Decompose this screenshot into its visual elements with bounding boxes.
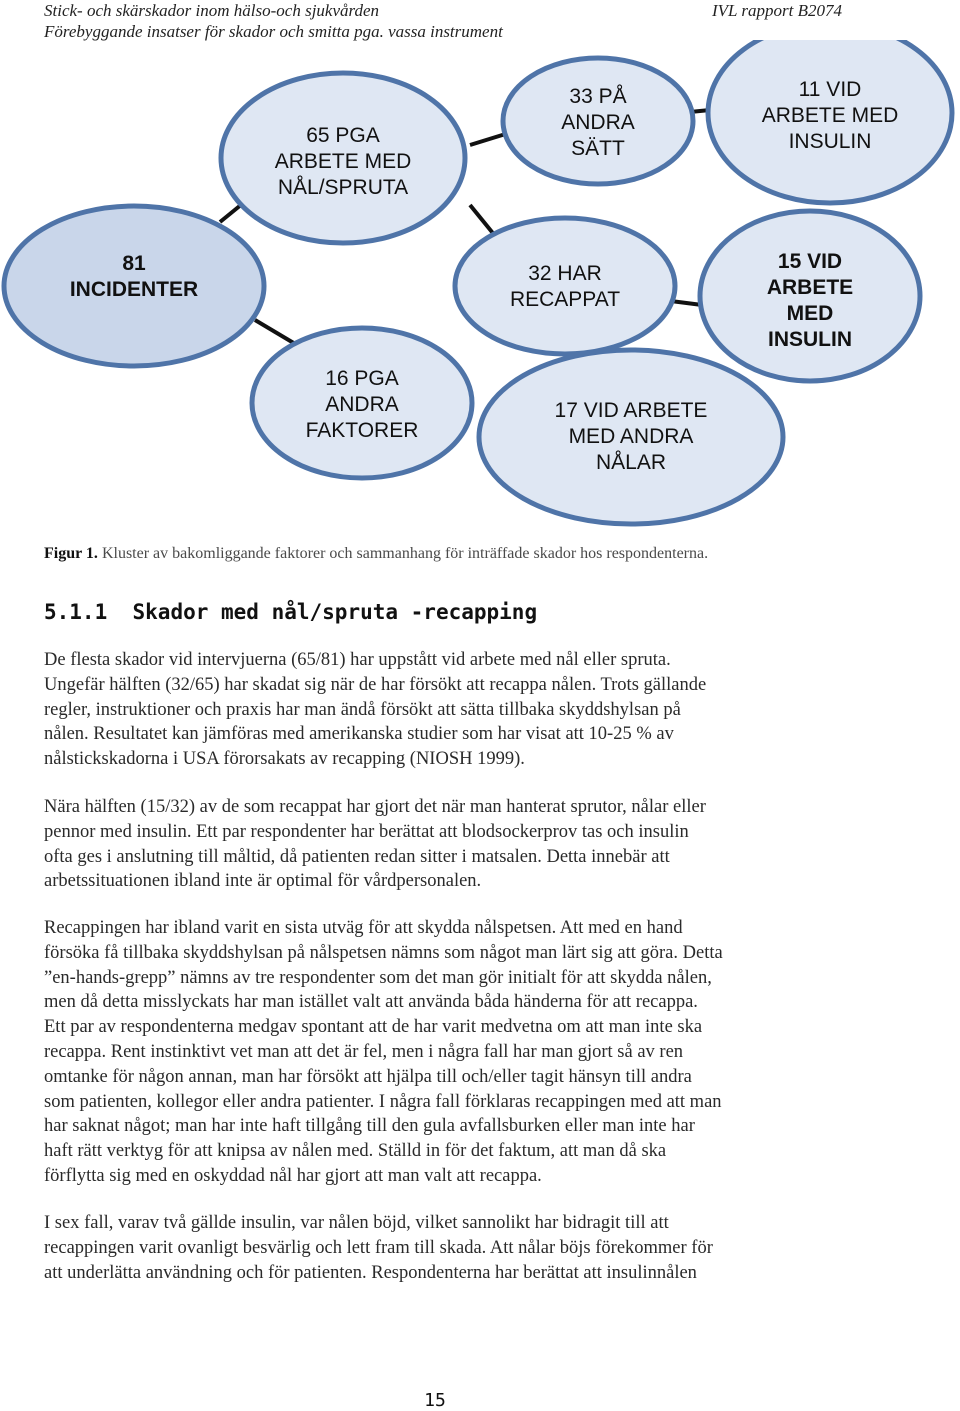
paragraph-line: att underlätta användning och för patienten. Respondenterna har berättat att insulinnålen xyxy=(44,1262,697,1283)
node-11-insulin xyxy=(708,40,952,203)
paragraph-line: I sex fall, varav två gällde insulin, var nålen böjd, vilket sannolikt har bidragit till att xyxy=(44,1213,669,1233)
node-33-line: ANDRA xyxy=(561,111,635,134)
node-65-line: ARBETE MED xyxy=(274,150,412,173)
section-heading xyxy=(44,600,537,624)
node-16-line: ANDRA xyxy=(325,393,399,416)
node-32-line: RECAPPAT xyxy=(509,288,621,311)
node-17-line: NÅLAR xyxy=(595,451,667,474)
section-number: 5.1.1 xyxy=(44,600,108,624)
paragraph-line: Ett par av respondenterna medgav spontant att de har varit medvetna om att man inte ska xyxy=(44,1017,703,1038)
paragraph-line: recappa. Rent instinktivt vet man att det är fel, men i några fall har man gjort så av ren xyxy=(44,1041,684,1062)
paragraph-line: arbetssituationen ibland inte är optimal för vårdpersonalen. xyxy=(44,871,482,892)
paragraph xyxy=(44,648,924,772)
node-33-line: SÄTT xyxy=(571,137,625,160)
paragraph-line: men då detta misslyckats har man istället valt att använda båda händerna för att recappa. xyxy=(44,992,698,1013)
node-15-line: MED xyxy=(786,302,834,325)
section-title: Skador med nål/spruta -recapping xyxy=(132,600,538,624)
figure-caption-text: Kluster av bakomliggande faktorer och sammanhang för inträffade skador hos respondenterna. xyxy=(97,545,709,562)
node-17-line: 17 VID ARBETE xyxy=(554,399,708,422)
paragraph-line: som patienten, kollegor eller andra patienter. I några fall förklaras recappingen med att man xyxy=(44,1091,722,1112)
node-15-line: 15 VID xyxy=(777,250,843,273)
node-65-line: 65 PGA xyxy=(306,124,380,147)
paragraph-line: De flesta skador vid intervjuerna (65/81) har uppstått vid arbete med nål eller spruta. xyxy=(44,650,671,670)
node-11-line: 11 VID xyxy=(798,78,862,101)
paragraph xyxy=(44,795,924,894)
paragraph-line: förflytta sig med en oskyddad nål har gjort att man valt att recappa. xyxy=(44,1165,542,1186)
node-65-line: NÅL/SPRUTA xyxy=(277,176,409,199)
paragraph-line: haft rätt verktyg för att knipsa av nålen med. Ställd in för det faktum, att man då ska xyxy=(44,1141,667,1162)
paragraph-line: Nära hälften (15/32) av de som recappat har gjort det när man hanterat sprutor, nålar eller xyxy=(44,797,706,817)
header-title-line1: Stick- och skärskador inom hälso-och sjukvården xyxy=(44,1,380,20)
node-15-insulin xyxy=(700,211,920,381)
header-report-id: IVL rapport B2074 xyxy=(711,1,842,20)
header-title-line2: Förebyggande insatser för skador och smitta pga. vassa instrument xyxy=(44,22,503,41)
paragraph-line: regler, instruktioner och praxis har man ändå försökt att sätta tillbaka skyddshylsan på xyxy=(44,699,681,720)
node-32-line: 32 HAR xyxy=(528,262,602,285)
node-33-andra-satt xyxy=(503,58,693,184)
figure-caption xyxy=(44,545,924,563)
node-81-line: INCIDENTER xyxy=(69,278,199,301)
paragraph xyxy=(44,916,924,1189)
node-16-line: FAKTORER xyxy=(305,419,419,442)
connector-81-16 xyxy=(255,320,297,345)
paragraph-line: nålen. Resultatet kan jämföras med amerikanska studier som har visat att 10-25 % av xyxy=(44,724,674,745)
node-16-line: 16 PGA xyxy=(325,367,399,390)
paragraph-line: ”en-hands-grepp” nämns av tre respondenter som det man gör initialt för att skydda nålen, xyxy=(44,967,712,988)
node-81-incidenter xyxy=(4,206,264,366)
node-15-line: ARBETE xyxy=(766,276,854,299)
paragraph-line: nålstickskadorna i USA förorsakats av recapping (NIOSH 1999). xyxy=(44,749,525,770)
node-17-andra-nalar xyxy=(479,350,783,524)
cluster-diagram xyxy=(0,40,960,530)
node-33-line: 33 PÅ xyxy=(569,85,627,108)
paragraph-line: försöka få tillbaka skyddshylsan på nålspetsen nämns som något man lärt sig att göra. Detta xyxy=(44,942,723,963)
svg-text:33 PÅANDRASÄTT xyxy=(561,85,635,160)
paragraph xyxy=(44,1211,924,1285)
node-11-line: ARBETE MED xyxy=(761,104,899,127)
paragraph-line: Recappingen har ibland varit en sista utväg för att skydda nålspetsen. Att med en hand xyxy=(44,918,683,938)
node-81-line: 81 xyxy=(122,252,146,275)
node-11-line: INSULIN xyxy=(788,130,872,153)
paragraph-line: ofta ges i anslutning till måltid, då patienten redan sitter i matsalen. Detta innebär att xyxy=(44,846,670,867)
page-number: 15 xyxy=(424,1390,446,1411)
paragraph-line: Ungefär hälften (32/65) har skadat sig när de har försökt att recappa nålen. Trots gällande xyxy=(44,674,707,695)
node-65-nal-spruta xyxy=(221,73,465,243)
paragraph-line: omtanke för någon annan, man har försökt att hjälpa till och/eller tagit hänsyn till andra xyxy=(44,1066,692,1087)
node-15-line: INSULIN xyxy=(768,328,852,351)
paragraph-line: har saknat något; man har inte haft tillgång till den gula avfallsburken eller man inte har xyxy=(44,1116,695,1137)
node-17-line: MED ANDRA xyxy=(568,425,694,448)
paragraph-line: pennor med insulin. Ett par respondenter har berättat att blodsockerprov tas och insulin xyxy=(44,821,689,842)
paragraph-line: recappingen varit ovanligt besvärlig och lett fram till skada. Att nålar böjs förekommer för xyxy=(44,1237,713,1258)
node-32-recappat xyxy=(455,218,675,354)
node-16-andra-faktorer xyxy=(252,328,472,478)
figure-caption-label: Figur 1. xyxy=(44,545,98,562)
